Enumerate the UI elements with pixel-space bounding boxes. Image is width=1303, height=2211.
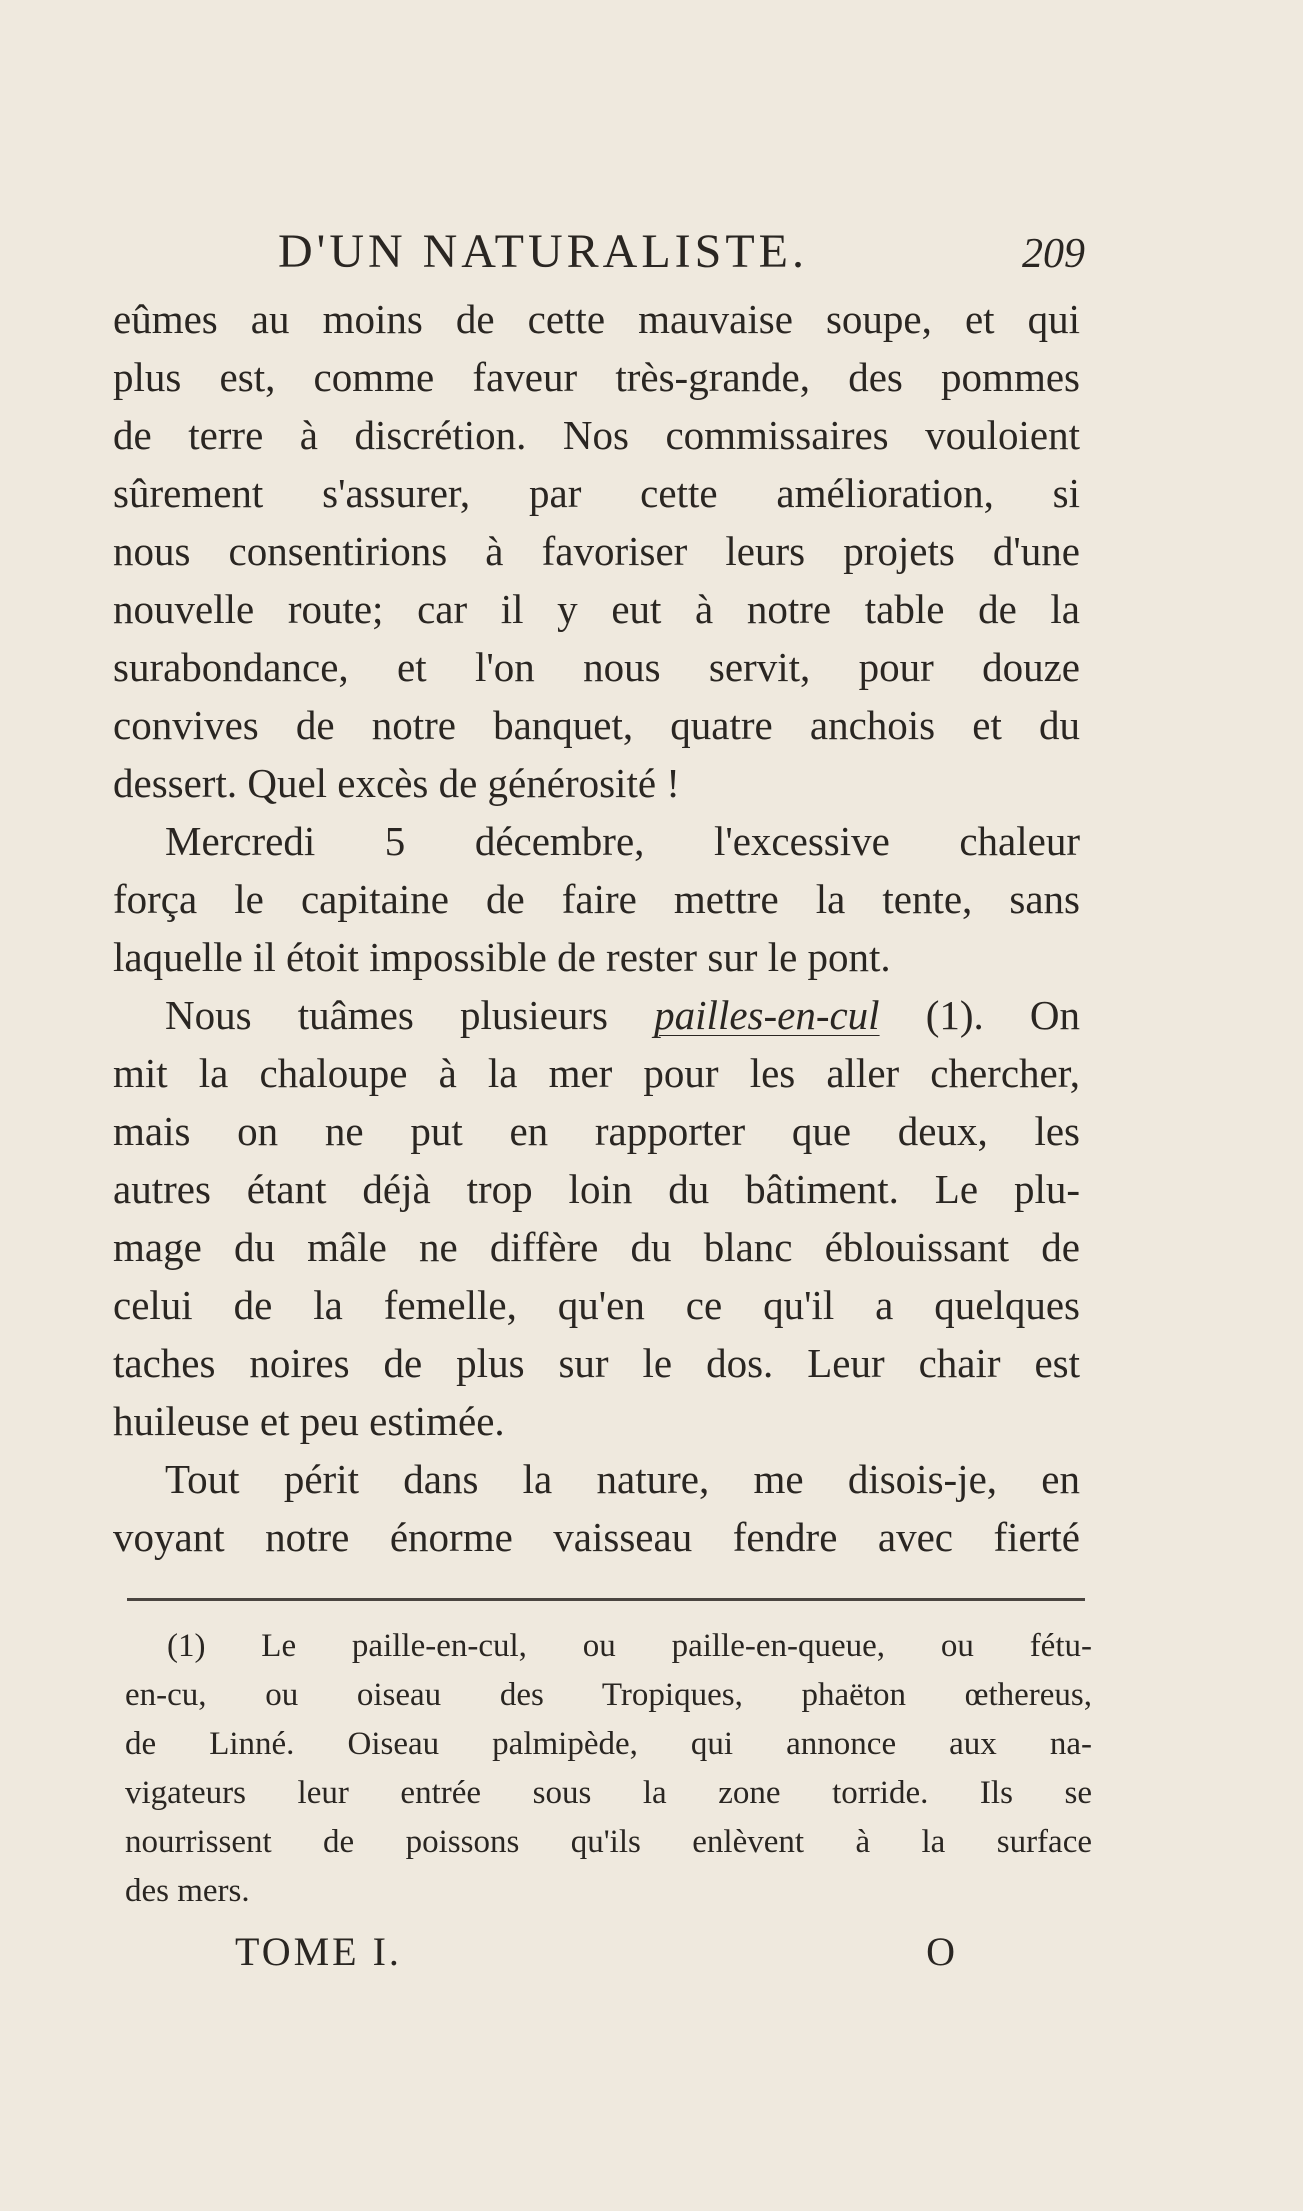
text-line: plus est, comme faveur très-grande, des pommes [113,354,1080,400]
page-header [270,222,1090,282]
footnote-line: (1) Le paille-en-cul, ou paille-en-queue, ou fétu- [167,1628,1092,1664]
footnote-line: de Linné. Oiseau palmipède, qui annonce aux na- [125,1726,1092,1762]
running-title: D'UN NATURALISTE. [278,225,808,278]
text-line: sûrement s'assurer, par cette amélioration, si [113,470,1080,516]
volume-mark: TOME I. [235,1929,402,1974]
text-line: nouvelle route; car il y eut à notre table de la [113,586,1080,632]
text-segment: (1). On [925,992,1081,1038]
footnote-line: en-cu, ou oiseau des Tropiques, phaëton œthereus, [125,1677,1092,1713]
footnote-divider [127,1598,1085,1601]
text-line: huileuse et peu estimée. [113,1398,505,1444]
footnote-line: nourrissent de poissons qu'ils enlèvent à la surface [125,1824,1092,1860]
text-line: convives de notre banquet, quatre anchois et du [113,702,1080,748]
text-line: mit la chaloupe à la mer pour les aller chercher, [113,1050,1080,1096]
page-number: 209 [1022,231,1085,277]
text-line: voyant notre énorme vaisseau fendre avec fierté [113,1514,1080,1560]
italic-term: pailles-en-cul [654,992,880,1038]
text-line: eûmes au moins de cette mauvaise soupe, et qui [113,296,1080,342]
body-text [113,290,1080,1566]
footnote [125,1622,1092,1916]
text-line: surabondance, et l'on nous servit, pour douze [113,644,1080,690]
text-segment: Nous tuâmes plusieurs [165,992,609,1038]
text-line: mais on ne put en rapporter que deux, les [113,1108,1080,1154]
text-line: mage du mâle ne diffère du blanc éblouissant de [113,1224,1080,1270]
text-line: celui de la femelle, qu'en ce qu'il a quelques [113,1282,1080,1328]
text-line: força le capitaine de faire mettre la tente, sans [113,876,1080,922]
text-line: Mercredi 5 décembre, l'excessive chaleur [165,818,1080,864]
text-line: Tout périt dans la nature, me disois-je, en [165,1456,1080,1502]
text-line: autres étant déjà trop loin du bâtiment. Le plu- [113,1166,1080,1212]
text-line: taches noires de plus sur le dos. Leur chair est [113,1340,1080,1386]
text-line: nous consentirions à favoriser leurs projets d'une [113,528,1080,574]
signature-mark: O [926,1929,955,1974]
text-line: dessert. Quel excès de générosité ! [113,760,680,806]
text-line: laquelle il étoit impossible de rester sur le pont. [113,934,891,980]
text-line-with-italic [113,986,1080,1044]
text-line: de terre à discrétion. Nos commissaires vouloient [113,412,1080,458]
footnote-line: vigateurs leur entrée sous la zone torride. Ils se [125,1775,1092,1811]
page-footer [235,1922,975,1982]
footnote-line: des mers. [125,1873,250,1909]
